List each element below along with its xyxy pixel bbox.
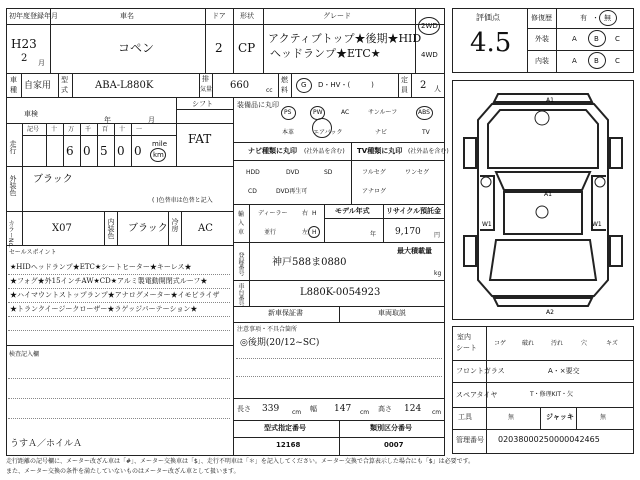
mileage-digit: 6 (66, 144, 74, 158)
drive-4wd: 4WD (421, 51, 438, 59)
recycle-unit: 円 (434, 232, 441, 239)
shift-value: FAT (188, 132, 212, 146)
import-dealer: ディーラー (258, 210, 288, 217)
unit-mile: mile (152, 140, 168, 148)
use-label: 車 (10, 76, 17, 84)
notes-label: 注意事項・不具合箇所 (237, 326, 298, 333)
score-value: 4.5 (470, 28, 512, 58)
diag-mark-a2: A2 (546, 309, 554, 316)
digit-header: 十 (51, 126, 58, 133)
shape: CP (238, 41, 256, 55)
ext-color-value: ブラック (33, 174, 73, 185)
length-label: 長さ (237, 405, 251, 413)
inspector-label: 検査記入欄 (9, 351, 40, 358)
color-no-label: カラーNo. (7, 220, 14, 248)
sales-point-line: ★HIDヘッドランプ★ETC★シートヒーター★キーレス★ (10, 263, 192, 271)
length-value: 339 (262, 404, 280, 414)
glass-label: フロントガラス (456, 367, 505, 375)
ext-label: 外装 (535, 35, 549, 43)
navi-title: ナビ種類に丸印 (248, 147, 297, 155)
int-color-label: 内装色 (107, 218, 115, 239)
interior-yogore: 汚れ (551, 340, 564, 347)
cap-value: 2 (420, 80, 427, 91)
tools-label: 工具 (458, 413, 472, 421)
cool-value: AC (198, 223, 213, 234)
digit-header: 千 (85, 126, 92, 133)
interior-ana: 穴 (581, 340, 588, 347)
fuel-g: G (301, 81, 307, 89)
ext-b: B (594, 35, 599, 43)
width-unit: cm (360, 409, 370, 416)
grade-line2: ヘッドランプ★ETC★ (270, 47, 381, 60)
cool-label: 冷房 (171, 218, 179, 232)
grade-label: グレード (323, 12, 351, 20)
navi-note: (社外品を含む) (304, 148, 345, 155)
car-damage-diagram (452, 80, 634, 320)
score-label: 評価点 (476, 13, 500, 22)
repair-no: 無 (604, 14, 611, 22)
navi-cd: CD (248, 188, 257, 195)
glass-value: A・×要交 (548, 367, 580, 375)
jack-label: ジャッキ (546, 413, 574, 421)
color-no-value: X07 (52, 223, 72, 234)
drive-2wd: 2WD (421, 22, 438, 30)
reg-date-label: 初年度登録年月 (9, 12, 58, 20)
import-label1: 輸 (238, 211, 245, 218)
warranty-manual: 車両取説 (378, 309, 406, 317)
digit-header: 十 (119, 126, 126, 133)
equip-tv: TV (422, 129, 430, 136)
import-label3: 車 (238, 229, 245, 236)
tv-fullseg: フルセグ (362, 169, 386, 176)
diag-mark-a1-mid: A1 (544, 191, 552, 198)
height-unit: cm (432, 409, 442, 416)
navi-sd: SD (324, 169, 333, 176)
use-label2: 種 (10, 86, 17, 94)
reg-month: 2 (21, 53, 28, 64)
digit-header: 万 (68, 126, 75, 133)
plate-label: 登録番号 (237, 252, 244, 276)
recycle-label: リサイクル預託金 (386, 207, 442, 215)
footer-note-1: 走行距離の記号欄に、メーター改ざん車は「#」、メーター交換車は「$」、走行不明車は「＊」を記入してください。メーター交換で合算表示した場合にも「$」は必要です。 (6, 458, 475, 465)
import-right: 右 (302, 210, 309, 217)
reg-month-unit: 月 (38, 59, 45, 67)
equip-leather: 本革 (282, 129, 295, 136)
int-c: C (615, 57, 620, 65)
car-name-label: 車名 (120, 12, 134, 20)
disp-label2: 気量 (200, 86, 213, 93)
diag-mark-w1-l: W1 (482, 221, 492, 228)
length-unit: cm (292, 409, 302, 416)
interior-yabure: 破れ (522, 340, 535, 347)
digit-header: 百 (102, 126, 109, 133)
model-value: ABA-L880K (95, 80, 154, 91)
doors: 2 (215, 41, 223, 55)
tv-analog: アナログ (362, 188, 387, 195)
equip-airbag: エアバック (313, 129, 343, 136)
mgmt-label: 管理番号 (456, 436, 484, 444)
tv-title: TV種類に丸印 (357, 147, 403, 155)
use-value: 自家用 (24, 81, 52, 91)
navi-hdd: HDD (246, 169, 260, 176)
height-value: 124 (404, 404, 422, 414)
navi-dvd-play: DVD再生可 (276, 188, 308, 195)
max-load-unit: kg (434, 270, 442, 277)
width-label: 幅 (310, 405, 317, 413)
plate-value: 神戸588ま0880 (272, 257, 347, 268)
car-name: コペン (118, 41, 155, 55)
record-label: 記号 (27, 126, 40, 133)
navi-dvd: DVD (286, 169, 300, 176)
diag-mark-a1-top: A1 (546, 97, 554, 104)
insp-month-unit: 月 (148, 116, 155, 124)
import-label2: 入 (238, 220, 245, 227)
cc-unit: cc (266, 87, 273, 94)
model-year-label: モデル年式 (335, 207, 370, 215)
repair-yes: 有 (580, 14, 587, 22)
equip-sunroof: サンルーフ (368, 109, 398, 116)
fuel-label2: 料 (281, 86, 288, 94)
import-left: 左 (302, 229, 309, 236)
max-load-label: 最大積載量 (397, 247, 432, 255)
equip-navi: ナビ (375, 129, 388, 136)
tv-oneseg: ワンセグ (405, 169, 430, 176)
equip-title: 装備品に丸印 (237, 101, 279, 109)
insp-year-unit: 年 (104, 116, 111, 124)
ext-color-label: 外装色 (9, 175, 17, 196)
model-year-unit: 年 (370, 231, 377, 238)
spare-value: T・修理KIT・欠 (530, 391, 574, 398)
notes-value: ◎後期(20/12~SC) (240, 338, 320, 348)
import-parallel: 並行 (264, 229, 277, 236)
vin-value: L880K-0054923 (300, 287, 381, 298)
mgmt-value: 02038000250000042465 (498, 435, 600, 444)
cat-no-label: 類別区分番号 (370, 424, 412, 432)
diag-mark-w1-r: W1 (592, 221, 602, 228)
disp-value: 660 (230, 80, 250, 91)
cap-label: 定 (401, 76, 408, 84)
mileage-label: 走行 (9, 140, 17, 154)
model-label2: 式 (61, 86, 68, 94)
equip-abs: ABS (418, 109, 430, 116)
grade-line1: アクティブトップ★後期★HID (268, 32, 422, 45)
door-label: ドア (212, 12, 226, 20)
width-value: 147 (334, 404, 352, 414)
vin-label: 車台番号 (237, 283, 244, 307)
mileage-digit: 0 (83, 144, 91, 158)
fuel-rest: D・HV・( ) (318, 81, 374, 89)
ext-c: C (615, 35, 620, 43)
equip-pw: PW (313, 109, 323, 116)
interior-label2: シート (456, 344, 477, 352)
interior-kizu: キズ (606, 340, 618, 347)
recycle-value: 9,170 (395, 227, 421, 237)
cap-unit: 人 (434, 85, 441, 93)
color-note: ( )色替車は色替と記入 (152, 197, 213, 204)
int-color-value: ブラック (128, 223, 168, 234)
sales-point-line: ★フォグ★外15インチAW★CD★アルミ製電動開閉式ルーフ★ (10, 277, 208, 285)
tools-value: 無 (508, 414, 515, 421)
jack-value: 無 (600, 414, 607, 421)
tv-note: (社外品を含む) (408, 148, 449, 155)
disp-label: 排 (202, 75, 209, 83)
model-label: 型 (61, 76, 68, 84)
footer-note-2: また、メーター交換の条件を満たしていないものはメーター改ざん車として扱います。 (6, 468, 240, 475)
height-label: 高さ (378, 405, 392, 413)
type-no-value: 12168 (276, 441, 301, 449)
interior-label1: 室内 (457, 333, 471, 341)
ext-a: A (572, 35, 577, 43)
shift-label: シフト (192, 100, 213, 108)
unit-km: km (153, 151, 164, 159)
repair-label: 修復歴 (531, 14, 552, 22)
mileage-digit: 0 (134, 144, 142, 158)
int-a: A (572, 57, 577, 65)
type-no-label: 型式指定番号 (264, 424, 306, 432)
equip-ac: AC (341, 109, 350, 116)
equip-ps: PS (284, 109, 292, 116)
cat-no-value: 0007 (384, 441, 404, 449)
reg-year: H23 (11, 37, 37, 51)
sales-point-line: ★トランクイージークローザー★ラゲッジパーテーション★ (10, 305, 198, 313)
cap-label2: 員 (401, 86, 408, 94)
int-label: 内装 (535, 57, 549, 65)
warranty-new: 新車保証書 (268, 309, 303, 317)
spare-label: スペアタイヤ (456, 391, 498, 399)
int-b: B (594, 57, 599, 65)
import-right-h: H (312, 210, 317, 217)
shape-label: 形状 (240, 12, 254, 20)
inspection-label: 車検 (24, 110, 38, 118)
mileage-digit: 5 (100, 144, 108, 158)
interior-koge: コゲ (494, 340, 507, 347)
sales-point-line: ★ハイマウントストップランプ★アナログメーター★イモビライザ (10, 291, 220, 299)
inspector-value: うすＡ／ホイルＡ (10, 439, 83, 449)
fuel-label: 燃 (281, 76, 288, 84)
sales-label: セールスポイント (9, 249, 57, 256)
import-left-h: H (312, 229, 317, 236)
mileage-digit: 0 (117, 144, 125, 158)
digit-header: 一 (136, 126, 143, 133)
